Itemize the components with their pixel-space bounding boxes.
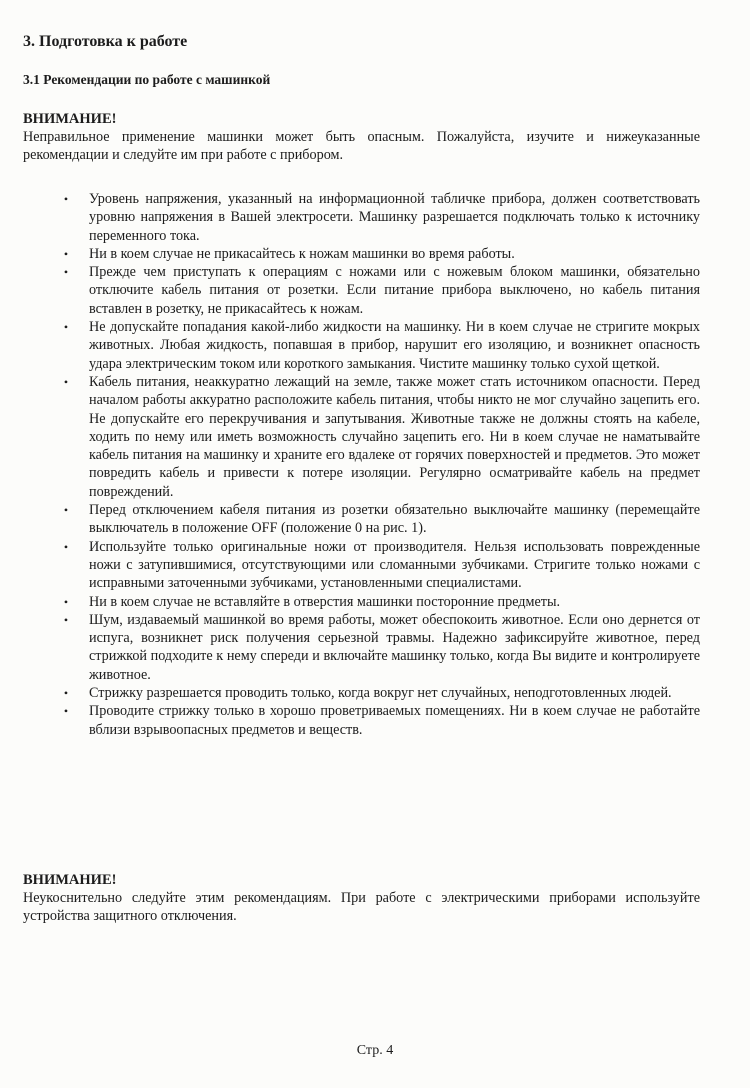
list-item [60,538,700,593]
bullet-icon: • [63,704,69,719]
list-item-text: Прежде чем приступать к операциям с ножами или с ножевым блоком машинки, обязательно отключите кабель питания от розетки. Если питание прибора выключено, но кабель питания вставлен в розетку, не прикасайтесь к ножам. [89,264,700,317]
bullet-icon: • [63,594,69,609]
bullet-icon: • [63,265,69,280]
list-item [60,702,700,739]
bullet-icon: • [63,503,69,518]
list-item [60,593,700,611]
list-item-text: Перед отключением кабеля питания из розетки обязательно выключайте машинку (перемещайте выключатель в положение OFF (положение 0 на рис. 1). [89,502,700,537]
list-item [60,373,700,501]
subsection-title: 3.1 Рекомендации по работе с машинкой [23,72,271,87]
bullet-icon: • [63,320,69,335]
section-title: 3. Подготовка к работе [23,33,188,50]
bullet-icon: • [63,686,69,701]
warning-bottom-text: Неукоснительно следуйте этим рекомендациям. При работе с электрическими приборами используйте устройства защитного отключения. [23,890,700,924]
list-item-text: Кабель питания, неаккуратно лежащий на земле, также может стать источником опасности. Перед началом работы аккуратно расположите кабель питания, чтобы никто не мог случайно зацепить его. Не допускайте его перекручивания и запутывания. Животные также не должны стоять на кабеле, ходить по нему или иметь возможность случайно зацепить его. Ни в коем случае не наматывайте кабель питания на машинку и храните его вдалеке от горячих поверхностей и предметов. Это может повредить кабель и привести к потере изоляции. Регулярно осматривайте кабель на предмет повреждений. [89,373,700,500]
list-item-text: Ни в коем случае не вставляйте в отверстия машинки посторонние предметы. [89,593,561,610]
list-item [60,263,700,318]
page-number: Стр. 4 [356,1043,394,1058]
bullet-icon: • [63,374,69,389]
list-item-text: Ни в коем случае не прикасайтесь к ножам машинки во время работы. [89,245,515,262]
list-item [60,501,700,538]
list-item-text: Проводите стрижку только в хорошо проветриваемых помещениях. Ни в коем случае не работайте вблизи взрывоопасных предметов и веществ. [89,703,700,738]
bullet-icon: • [63,539,69,554]
warning-top-title: ВНИМАНИЕ! [23,111,117,127]
bullet-icon: • [63,192,69,206]
list-item [60,611,700,684]
warning-bottom-title: ВНИМАНИЕ! [23,872,117,888]
recommendations-list [60,190,700,739]
bullet-icon: • [63,246,69,261]
list-item-text: Используйте только оригинальные ножи от производителя. Нельзя использовать поврежденные ножи с затупившимися, отсутствующими или сломанными зубчиками. Стригите только ножами с исправными заточенными зубчиками, установленными специалистами. [89,538,700,592]
list-item [60,318,700,373]
list-item [60,190,700,245]
list-item-text: Не допускайте попадания какой-либо жидкости на машинку. Ни в коем случае не стригите мокрых животных. Любая жидкость, попавшая в прибор, нарушит его изоляцию, и возникнет опасность удара электрическим током или короткого замыкания. Чистите машинку только сухой щеткой. [89,319,700,372]
warning-bottom [23,871,700,925]
list-item-text: Стрижку разрешается проводить только, когда вокруг нет случайных, неподготовленных людей. [89,685,672,702]
list-item [60,684,700,702]
list-item-text: Шум, издаваемый машинкой во время работы, может обеспокоить животное. Если оно дернется от испуга, возникнет риск получения серьезной травмы. Надежно зафиксируйте животное, перед стрижкой подходите к нему спереди и включайте машинку только, когда Вы видите и контролируете животное. [89,611,700,683]
warning-top-text: Неправильное применение машинки может быть опасным. Пожалуйста, изучите и нижеуказанные рекомендации и следуйте им при работе с прибором. [23,129,700,163]
list-item [60,245,700,263]
warning-top [23,110,700,164]
list-item-text: Уровень напряжения, указанный на информационной табличке прибора, должен соответствовать уровню напряжения в Вашей электросети. Машинку разрешается подключать только к источнику переменного тока. [89,191,700,244]
bullet-icon: • [63,612,69,627]
